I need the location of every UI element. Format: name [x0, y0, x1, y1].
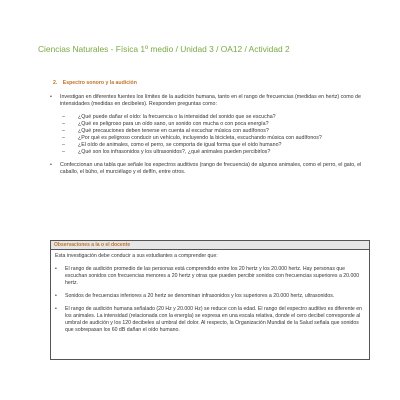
question-item: – ¿Qué son los infrasonidos y los ultrasonidos?, ¿qué animales pueden percibirlos?: [60, 149, 370, 156]
question-item: – ¿Por qué es peligroso conducir un vehículo, incluyendo la bicicleta, escuchando música con audífonos?: [60, 135, 370, 142]
section-title: [53, 80, 137, 86]
observations-title: Observaciones a la o el docente: [51, 241, 369, 250]
section-title-text: Espectro sonoro y la audición: [62, 80, 137, 86]
document-header: Ciencias Naturales - Física 1º medio / Unidad 3 / OA12 / Actividad 2: [38, 44, 290, 54]
observations-intro: Esta investigación debe conducir a sus estudiantes a comprender que:: [55, 253, 218, 259]
activity-text: Confeccionan una tabla que señale los espectros auditivos (rango de frecuencia) de algunos animales, como el perro, el gato, el caballo, el búho, el murciélago y el delfín, entre otros.: [60, 162, 362, 175]
observation-item: • Sonidos de frecuencias inferiores a 20 hertz se denominan infrasonidos y los superiores a 20.000 hertz, ultrasonidos.: [55, 293, 365, 300]
activity-text: Investigan en diferentes fuentes los límites de la audición humana, tanto en el rango de frecuencias (medidas en hertz) como de intensidades (medidas en decibeles). Responden preguntas como:: [60, 94, 361, 107]
observation-item: • El rango de audición humana señalado (20 Hz y 20.000 Hz) se reduce con la edad. El rango del espectro auditivo es diferente en los animales. La intensidad (relacionada con la energía) se expresa en una escala relativa, donde el cero decibel corresponde al umbral de audición y los 120 decibeles al umbral del dolor. Al respecto, la Organización Mundial de la Salud señala que sonidos que sobrepasan los 60 dB dañan el oído humano.: [55, 306, 365, 334]
question-item: – ¿Qué precauciones deben tenerse en cuenta al escuchar música con audífonos?: [60, 128, 370, 135]
observation-item: • El rango de audición promedio de las personas está comprendido entre los 20 hertz y los 20.000 hertz. Hay personas que escuchan sonidos con frecuencias menores a 20 hertz y otras que pueden percibir sonidos con frecuencias superiores a 20.000 hertz.: [55, 266, 365, 287]
activity-list: [50, 94, 370, 176]
question-list: [60, 114, 370, 156]
section-number: 2.: [53, 80, 58, 86]
question-item: – ¿Qué puede dañar el oído: la frecuencia o la intensidad del sonido que se escucha?: [60, 114, 370, 121]
observations-body: [51, 250, 369, 334]
question-item: – ¿Qué es peligroso para un oído sano, un sonido con mucha o con poca energía?: [60, 121, 370, 128]
teacher-observations-box: [50, 240, 370, 360]
activity-item: [50, 94, 370, 156]
question-item: – ¿El oído de animales, como el perro, se comporta de igual forma que el oído humano?: [60, 142, 370, 149]
observations-list: [55, 266, 365, 334]
activity-item: [50, 162, 370, 176]
